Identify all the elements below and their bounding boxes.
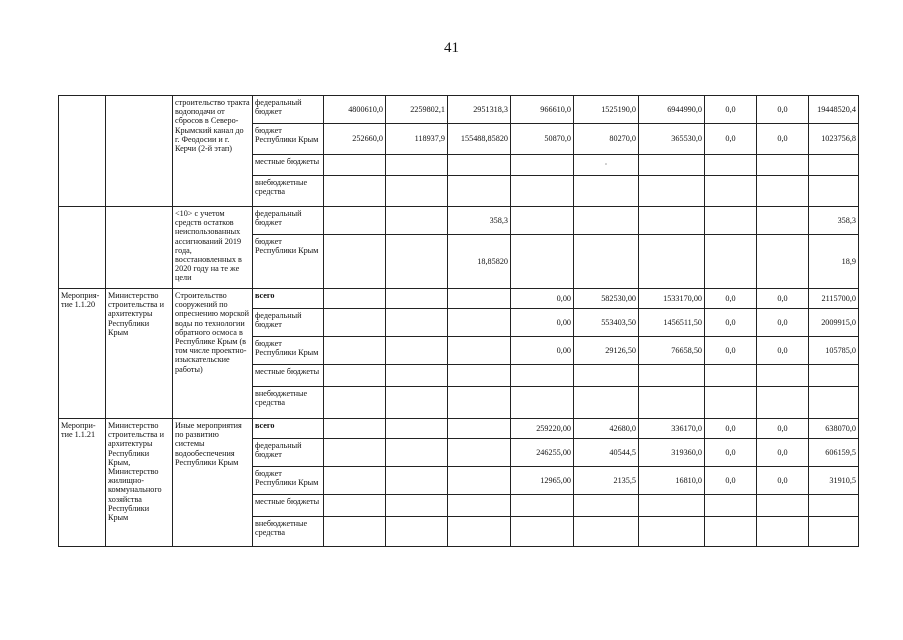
value-cell: 1533170,00 — [639, 289, 705, 309]
value-cell: 0,0 — [705, 337, 757, 365]
value-cell: 0,0 — [757, 96, 809, 124]
value-cell: 259220,00 — [511, 419, 574, 439]
measure-code-cell — [59, 96, 106, 207]
value-cell: 118937,9 — [386, 124, 448, 155]
total-cell: 358,3 — [809, 207, 859, 235]
source-local: местные бюджеты — [253, 365, 324, 387]
value-cell: 0,0 — [757, 467, 809, 495]
measure-code-cell — [59, 207, 106, 289]
source-extra: внебюджетные средства — [253, 387, 324, 419]
total-cell: 606159,5 — [809, 439, 859, 467]
executor-cell — [106, 96, 173, 207]
measure-desc-cell: <10> с учетом средств остатков неиспользованных ассигнований 2019 года, восстановленных в 2020 году на те же цели — [173, 207, 253, 289]
value-cell: 2259802,1 — [386, 96, 448, 124]
measure-code-cell: Меропри-тие 1.1.21 — [59, 419, 106, 547]
measure-code-cell: Мероприя-тие 1.1.20 — [59, 289, 106, 419]
source-total: всего — [253, 289, 324, 309]
total-cell: 1023756,8 — [809, 124, 859, 155]
source-federal: федеральный бюджет — [253, 439, 324, 467]
source-republic: бюджет Республики Крым — [253, 235, 324, 289]
value-cell: 0,0 — [757, 124, 809, 155]
value-cell: 319360,0 — [639, 439, 705, 467]
table-row — [59, 289, 859, 309]
value-cell: 0,0 — [757, 337, 809, 365]
value-cell: 4800610,0 — [324, 96, 386, 124]
executor-cell: Министерство строительства и архитектуры Республики Крым, Министерство жилищно-коммунального хозяйства Республики Крым — [106, 419, 173, 547]
source-federal: федеральный бюджет — [253, 96, 324, 124]
total-cell: 638070,0 — [809, 419, 859, 439]
stray-mark: · — [574, 155, 639, 176]
page-number: 41 — [444, 40, 459, 56]
source-total: всего — [253, 419, 324, 439]
source-extra: внебюджетные средства — [253, 176, 324, 207]
table-row — [59, 207, 859, 235]
value-cell: 12965,00 — [511, 467, 574, 495]
value-cell: 16810,0 — [639, 467, 705, 495]
value-cell: 0,0 — [705, 439, 757, 467]
source-republic: бюджет Республики Крым — [253, 124, 324, 155]
table-row — [59, 96, 859, 124]
executor-cell: Министерство строительства и архитектуры Республики Крым — [106, 289, 173, 419]
value-cell: 0,0 — [705, 124, 757, 155]
measure-desc-cell: Строительство сооружений по опреснению морской воды по технологии обратного осмоса в Республике Крым (в том числе проектно-изыскательские работы) — [173, 289, 253, 419]
value-cell: 40544,5 — [574, 439, 639, 467]
value-cell: 252660,0 — [324, 124, 386, 155]
total-cell: 18,9 — [809, 235, 859, 289]
measure-desc-cell: строительство тракта водоподачи от сбросов в Северо-Крымский канал до г. Феодосии и г. Керчи (2-й этап) — [173, 96, 253, 207]
value-cell: 0,00 — [511, 289, 574, 309]
value-cell: 50870,0 — [511, 124, 574, 155]
value-cell: 6944990,0 — [639, 96, 705, 124]
value-cell: 0,0 — [705, 419, 757, 439]
table-row — [59, 419, 859, 439]
value-cell: 582530,00 — [574, 289, 639, 309]
value-cell: 0,0 — [705, 96, 757, 124]
value-cell: 76658,50 — [639, 337, 705, 365]
value-cell: 155488,85820 — [448, 124, 511, 155]
total-cell: 2009915,0 — [809, 309, 859, 337]
value-cell: 358,3 — [448, 207, 511, 235]
source-federal: федеральный бюджет — [253, 309, 324, 337]
value-cell: 0,0 — [705, 467, 757, 495]
source-republic: бюджет Республики Крым — [253, 337, 324, 365]
value-cell: 2951318,3 — [448, 96, 511, 124]
total-cell: 105785,0 — [809, 337, 859, 365]
value-cell: 0,00 — [511, 309, 574, 337]
value-cell: 0,0 — [757, 439, 809, 467]
value-cell: 553403,50 — [574, 309, 639, 337]
value-cell: 0,0 — [757, 309, 809, 337]
value-cell: 246255,00 — [511, 439, 574, 467]
value-cell: 42680,0 — [574, 419, 639, 439]
total-cell: 31910,5 — [809, 467, 859, 495]
value-cell: 336170,0 — [639, 419, 705, 439]
value-cell: 0,0 — [757, 419, 809, 439]
total-cell: 2115700,0 — [809, 289, 859, 309]
value-cell: 966610,0 — [511, 96, 574, 124]
total-cell: 19448520,4 — [809, 96, 859, 124]
value-cell: 2135,5 — [574, 467, 639, 495]
source-local: местные бюджеты — [253, 495, 324, 517]
value-cell: 0,00 — [511, 337, 574, 365]
measure-desc-cell: Иные мероприятия по развитию системы водообеспечения Республики Крым — [173, 419, 253, 547]
budget-table — [58, 95, 859, 547]
value-cell: 80270,0 — [574, 124, 639, 155]
source-local: местные бюджеты — [253, 155, 324, 176]
value-cell: 365530,0 — [639, 124, 705, 155]
value-cell: 18,85820 — [448, 235, 511, 289]
value-cell: 1525190,0 — [574, 96, 639, 124]
value-cell: 29126,50 — [574, 337, 639, 365]
value-cell: 0,0 — [705, 289, 757, 309]
source-federal: федеральный бюджет — [253, 207, 324, 235]
executor-cell — [106, 207, 173, 289]
source-republic: бюджет Республики Крым — [253, 467, 324, 495]
value-cell: 0,0 — [757, 289, 809, 309]
value-cell: 0,0 — [705, 309, 757, 337]
value-cell: 1456511,50 — [639, 309, 705, 337]
source-extra: внебюджетные средства — [253, 517, 324, 547]
